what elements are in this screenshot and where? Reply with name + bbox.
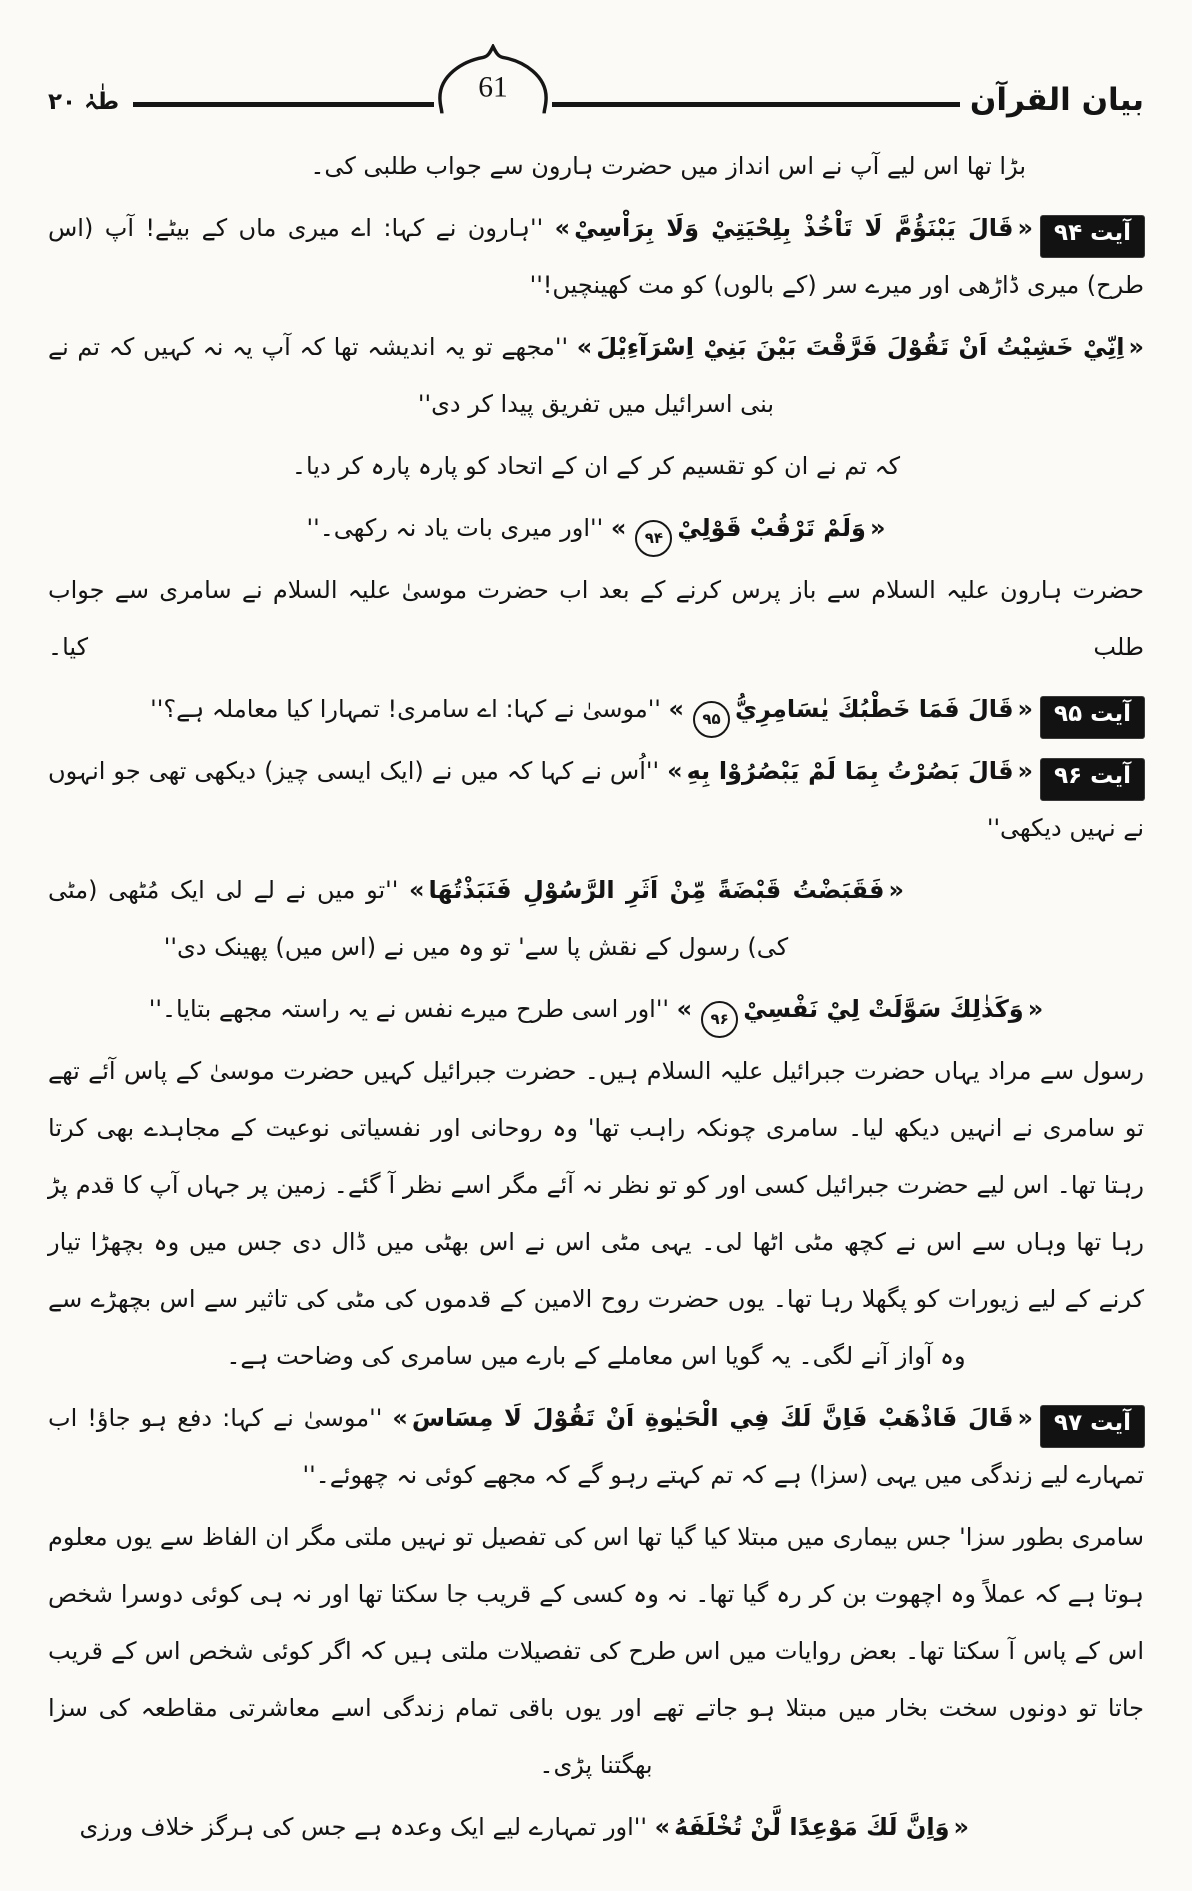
verse-mawid-translation: ''اور تمہارے لیے ایک وعدہ ہے جس کی ہرگز خلاف ورزی [79, 1813, 647, 1841]
paragraph-intro-continuation: بڑا تھا اس لیے آپ نے اس انداز میں حضرت ہارون سے جواب طلبی کی۔ [310, 152, 1026, 180]
verse-walam-arabic: وَلَمْ تَرْقُبْ قَوْلِيْ [677, 514, 866, 542]
ayah-95-block [48, 681, 1144, 738]
verse-khashitu-translation: ''مجھے تو یہ اندیشہ تھا کہ آپ یہ نہ کہیں کہ تم نے بنی اسرائیل میں تفریق پیدا کر دی'' [48, 333, 775, 418]
ayah-96-block [48, 743, 1144, 857]
verse-faqabadtu-translation: ''تو میں نے لے لی ایک مُٹھی (مٹی کی) رسول کے نقش پا سے' تو وہ میں نے (اس میں) پھینک دی'' [48, 876, 789, 961]
ayah-97-verse [392, 1404, 1033, 1432]
ayah-96-translation: ''اُس نے کہا کہ میں نے (ایک ایسی چیز) دیکھی تھی جو انہوں نے نہیں دیکھی'' [48, 757, 1144, 842]
verse-khashitu-verse [577, 333, 1144, 361]
ayah-95-verse [669, 695, 1034, 728]
header-rule-left [133, 102, 434, 107]
verse-sawwalat-verse [677, 995, 1044, 1028]
verse-faqabadtu-arabic: فَقَبَضْتُ قَبْضَةً مِّنْ اَثَرِ الرَّسُوْلِ فَنَبَذْتُهَا [428, 876, 885, 904]
verse-walam-translation: ''اور میری بات یاد نہ رکھی۔'' [306, 514, 604, 542]
paragraph-rasool-commentary: رسول سے مراد یہاں حضرت جبرائیل علیہ السلام ہیں۔ حضرت جبرائیل کہیں حضرت موسیٰ کے پاس آئے تھے تو سامری نے انہیں دیکھ لیا۔ سامری چونکہ راہب تھا' وہ روحانی اور نفسیاتی نوعیت کے مجاہدے بھی کرتا رہتا تھا۔ اس لیے حضرت جبرائیل کسی اور کو تو نظر نہ آئے مگر اسے نظر آ گئے۔ زمین پر جہاں آپ کا قدم پڑ رہا تھا وہاں سے اس نے کچھ مٹی اٹھا لی۔ یہی مٹی اس نے اس بھٹی میں ڈال دی جس میں وہ بچھڑا تیار کرنے کے لیے زیورات کو پگھلا رہا تھا۔ یوں حضرت روح الامین کے قدموں کی مٹی کی تاثیر سے اس بچھڑے سے وہ آواز آنے لگی۔ یہ گویا اس معاملے کے بارے میں سامری کی وضاحت ہے۔ [48, 1057, 1144, 1370]
ayah-96-verse [667, 757, 1033, 785]
header-rule-right [552, 102, 959, 107]
ayah-95-arabic: قَالَ فَمَا خَطْبُكَ يٰسَامِرِيُّ [735, 695, 1014, 723]
surah-reference: طٰہٰ ۲۰ [48, 89, 120, 115]
ayah-97-arabic: قَالَ فَاذْهَبْ فَاِنَّ لَكَ فِي الْحَيٰوةِ اَنْ تَقُوْلَ لَا مِسَاسَ [411, 1404, 1014, 1432]
ayah-96-label: آیت ۹۶ [1041, 759, 1144, 800]
verse-walam-verse [611, 514, 886, 547]
ayah-94-block [48, 200, 1144, 314]
verse-khashitu-arabic: اِنِّيْ خَشِيْتُ اَنْ تَقُوْلَ فَرَّقْتَ بَيْنَ بَنِيْ اِسْرَآءِيْلَ [596, 333, 1125, 361]
book-title: بیان القرآن [969, 82, 1144, 118]
verse-sawwalat-arabic: وَكَذٰلِكَ سَوَّلَتْ لِيْ نَفْسِيْ [743, 995, 1024, 1023]
verse-number-circle: ۹۵ [693, 701, 730, 738]
note-division: کہ تم نے ان کو تقسیم کر کے ان کے اتحاد کو پارہ پارہ کر دیا۔ [291, 452, 901, 480]
verse-khashitu-block [48, 319, 1144, 433]
ayah-94-translation: ''ہارون نے کہا: اے میری ماں کے بیٹے! آپ (اس طرح) میری ڈاڑھی اور میرے سر (کے بالوں) کو مت کھینچیں!'' [48, 214, 1144, 299]
verse-mawid-arabic: وَاِنَّ لَكَ مَوْعِدًا لَّنْ تُخْلَفَهُ [674, 1813, 950, 1841]
dome-ornament [434, 44, 552, 116]
verse-sawwalat-translation: ''اور اسی طرح میرے نفس نے یہ راستہ مجھے بتایا۔'' [148, 995, 670, 1023]
ayah-96-arabic: قَالَ بَصُرْتُ بِمَا لَمْ يَبْصُرُوْا بِهِ [686, 757, 1014, 785]
ayah-97-translation: ''موسیٰ نے کہا: دفع ہو جاؤ! اب تمہارے لیے زندگی میں یہی (سزا) ہے کہ تم کہتے رہو گے کہ مجھے کوئی نہ چھوئے۔'' [48, 1404, 1144, 1489]
page-number: 61 [478, 71, 509, 104]
verse-mawid-verse [655, 1813, 969, 1841]
ayah-95-translation: ''موسیٰ نے کہا: اے سامری! تمہارا کیا معاملہ ہے؟'' [150, 695, 661, 723]
verse-walam-block [48, 500, 1144, 557]
ayah-95-label: آیت ۹۵ [1041, 697, 1144, 738]
ayah-94-verse [555, 214, 1033, 242]
ayah-94-arabic: قَالَ يَبْنَؤُمَّ لَا تَاْخُذْ بِلِحْيَتِيْ وَلَا بِرَاْسِيْ [574, 214, 1014, 242]
verse-mawid-block [48, 1799, 1144, 1856]
verse-number-circle: ۹۶ [701, 1001, 738, 1038]
ayah-94-label: آیت ۹۴ [1041, 216, 1144, 257]
ayah-97-label: آیت ۹۷ [1041, 1406, 1144, 1447]
verse-sawwalat-block [48, 981, 1144, 1038]
verse-faqabadtu-block [48, 862, 1144, 976]
paragraph-samiri-punishment: سامری بطور سزا' جس بیماری میں مبتلا کیا گیا تھا اس کی تفصیل تو نہیں ملتی مگر ان الفاظ سے یوں معلوم ہوتا ہے کہ عملاً وہ اچھوت بن کر رہ گیا تھا۔ نہ وہ کسی کے قریب جا سکتا تھا اور نہ ہی کوئی دوسرا شخص اس کے پاس آ سکتا تھا۔ بعض روایات میں اس طرح کی تفصیلات ملتی ہیں کہ اگر کوئی شخص اس کے قریب جاتا تو دونوں سخت بخار میں مبتلا ہو جاتے تھے اور یوں باقی تمام زندگی اسے معاشرتی مقاطعہ کی سزا بھگتنا پڑی۔ [48, 1523, 1144, 1779]
paragraph-interrogation: حضرت ہارون علیہ السلام سے باز پرس کرنے کے بعد اب حضرت موسیٰ علیہ السلام نے سامری سے جواب طلب کیا۔ [48, 576, 1144, 661]
ayah-97-block [48, 1390, 1144, 1504]
verse-faqabadtu-verse [409, 876, 904, 904]
verse-number-circle: ۹۴ [635, 520, 672, 557]
page-header [48, 0, 1144, 118]
